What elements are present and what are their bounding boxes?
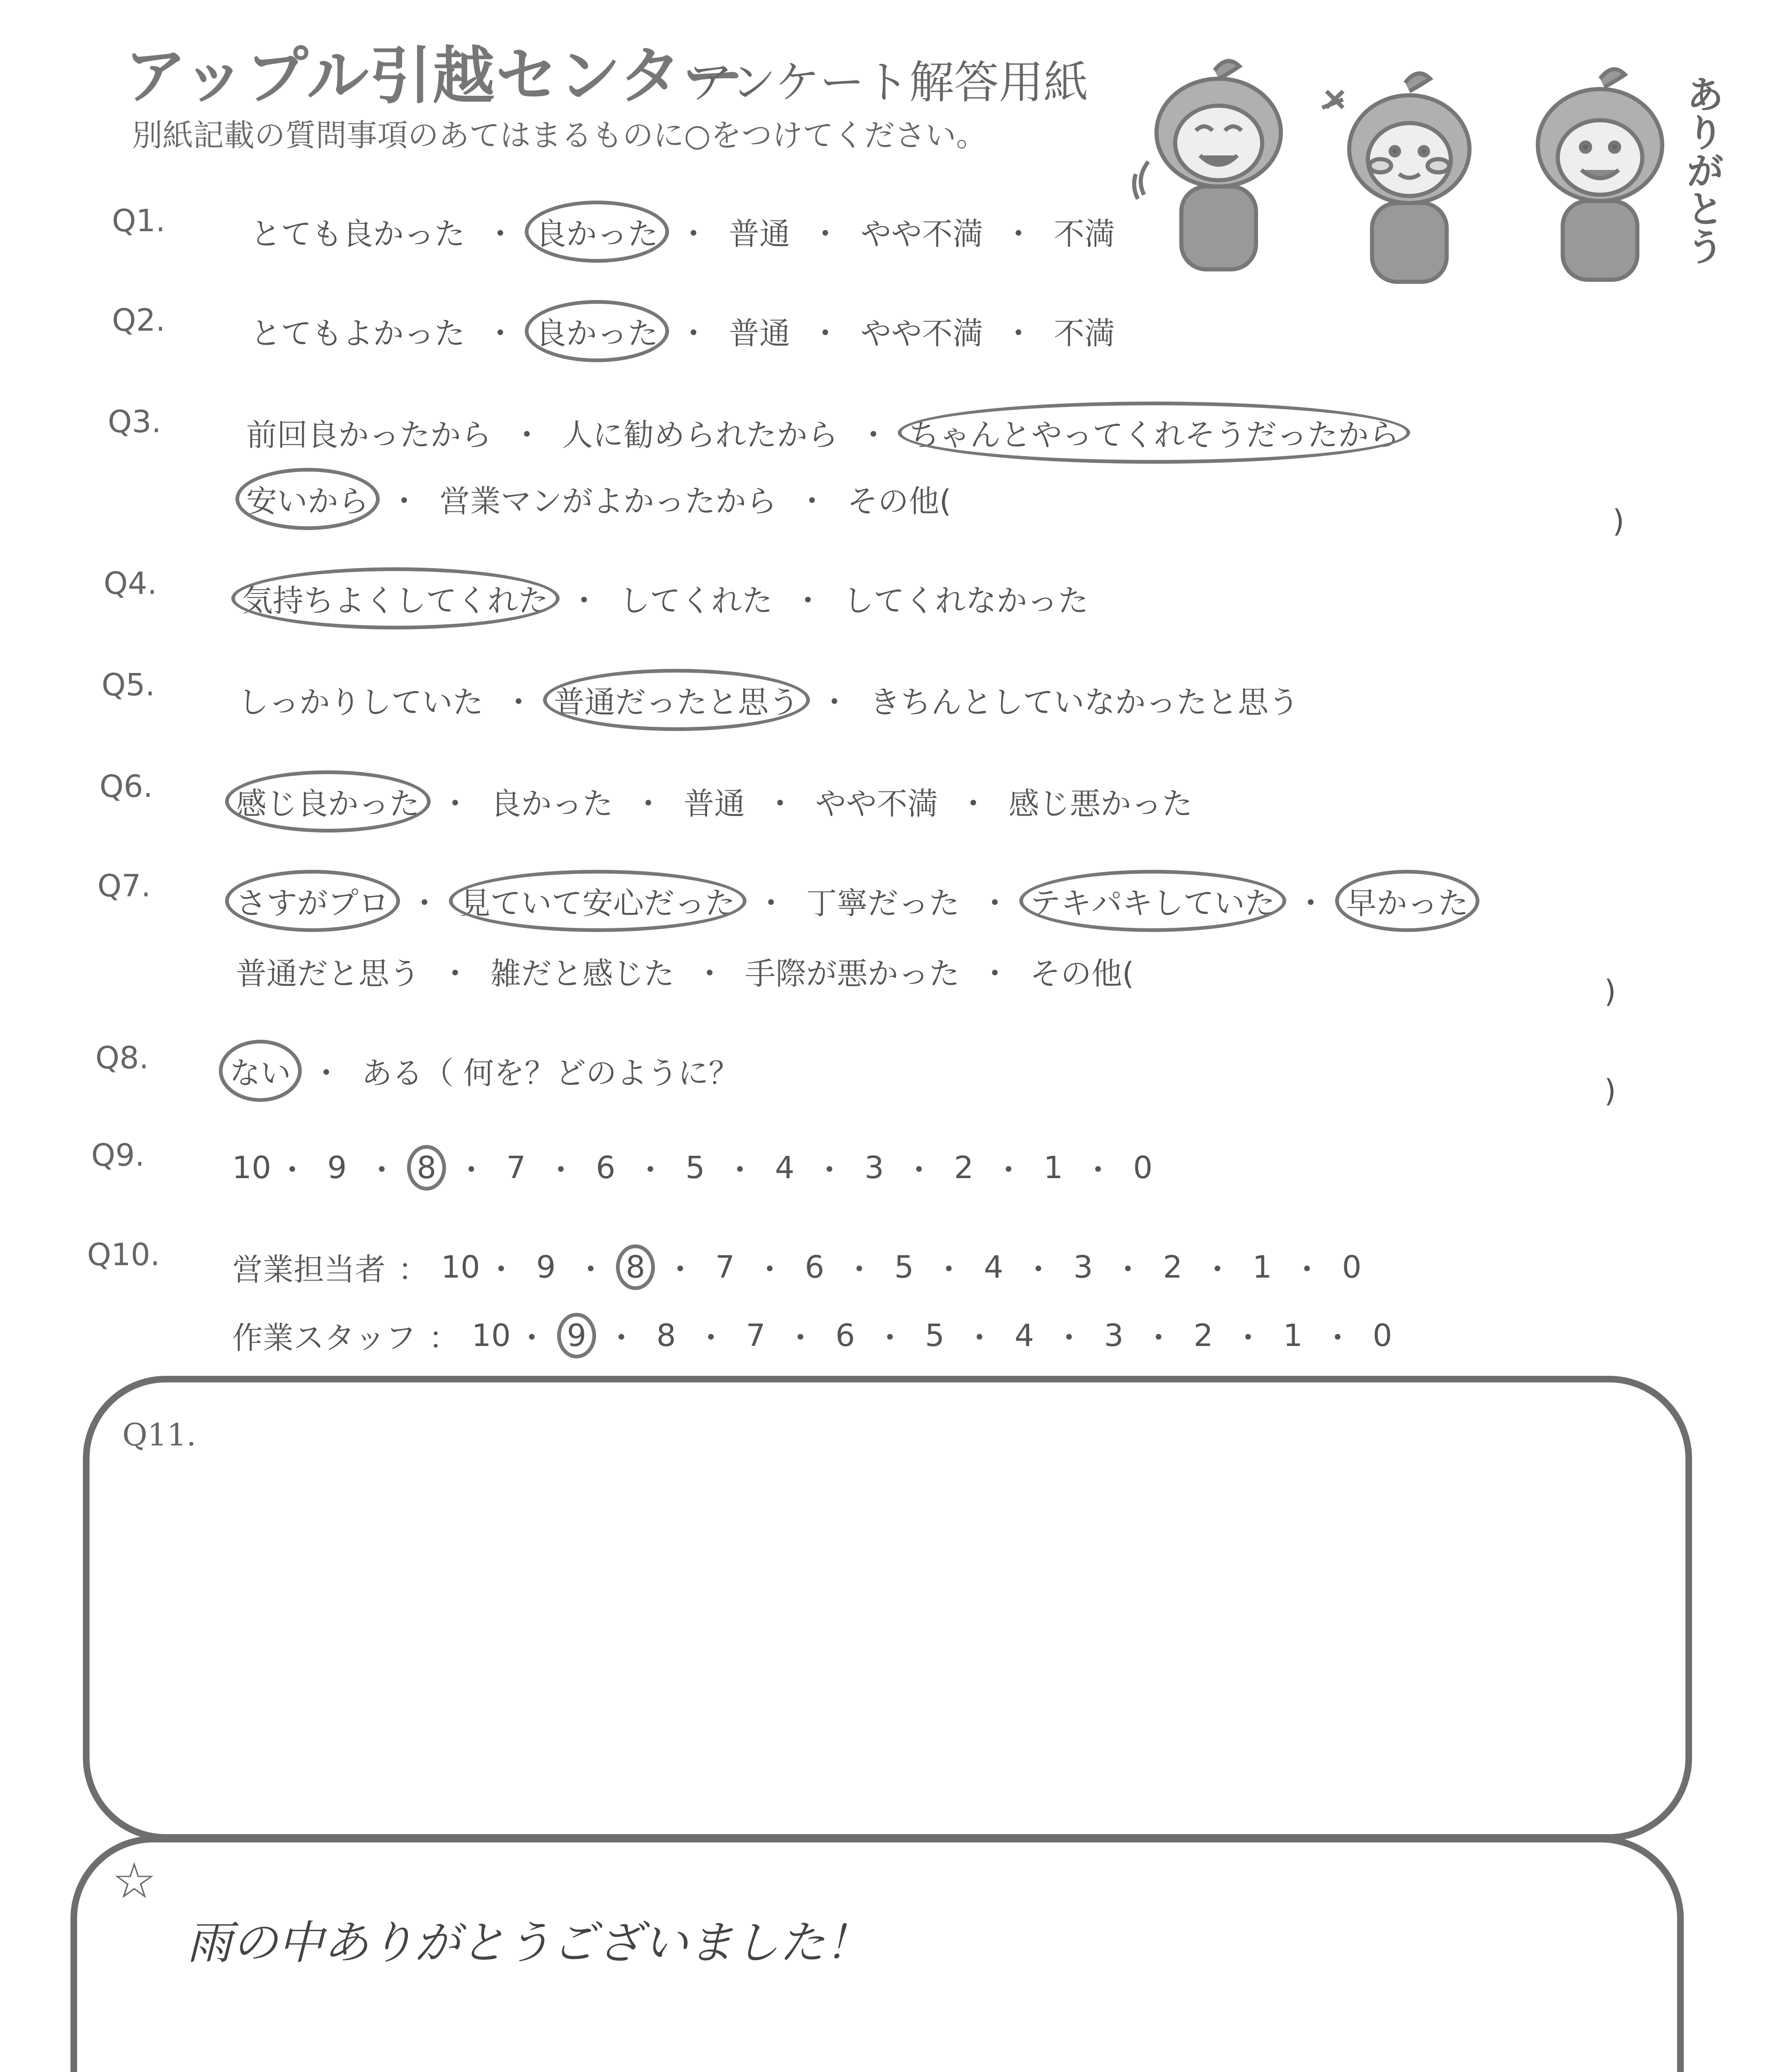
monkey-laughing-icon (1134, 61, 1281, 269)
q10-sales-score-2[interactable]: 2 (1163, 1249, 1183, 1285)
q7-label: Q7. (97, 868, 151, 904)
q11-label: Q11. (122, 1417, 196, 1453)
q10-sales-score-10[interactable]: 10 (441, 1249, 480, 1285)
q7-option-3[interactable]: 丁寧だった (806, 886, 960, 921)
q6-option-5[interactable]: 感じ悪かった (1009, 786, 1193, 822)
monkey-smiling-icon (1538, 69, 1662, 280)
q2-option-3[interactable]: 普通 (729, 316, 790, 351)
q10-sales-colon: ： (398, 1252, 429, 1288)
q3-option-4-selected[interactable]: 安いから (240, 474, 375, 523)
q9-score-0[interactable]: 0 (1133, 1150, 1153, 1186)
q8-option-1-selected[interactable]: ない (224, 1046, 297, 1095)
form-subtitle: アンケート解答用紙 (688, 57, 1089, 109)
q9-score-6[interactable]: 6 (596, 1150, 616, 1186)
q4-options: 気持ちよくしてくれた ・ してくれた ・ してくれなかった (236, 574, 1094, 623)
q9-score-10[interactable]: 10 (232, 1150, 272, 1186)
q5-option-3[interactable]: きちんとしていなかったと思う (870, 685, 1299, 720)
q4-label: Q4. (104, 566, 157, 601)
q4-option-1-selected[interactable]: 気持ちよくしてくれた (236, 574, 555, 623)
q6-option-3[interactable]: 普通 (684, 786, 745, 822)
q7-option-5-selected[interactable]: 早かった (1340, 876, 1474, 925)
q7-close-paren: ) (1604, 974, 1616, 1009)
q1-option-4[interactable]: やや不満 (861, 216, 983, 252)
q3-option-5[interactable]: 営業マンがよかったから (439, 484, 777, 519)
q9-score-1[interactable]: 1 (1043, 1150, 1063, 1186)
q10-staff-score-1[interactable]: 1 (1283, 1318, 1303, 1353)
q6-label: Q6. (99, 769, 153, 804)
q10-label: Q10. (87, 1237, 160, 1273)
q2-option-5[interactable]: 不満 (1054, 316, 1115, 351)
q3-option-1[interactable]: 前回良かったから (246, 417, 492, 453)
q9-score-3[interactable]: 3 (864, 1150, 884, 1186)
q3-option-6[interactable]: その他( (847, 484, 951, 519)
q10-sales-score-0[interactable]: 0 (1342, 1249, 1362, 1285)
q10-staff-score-7[interactable]: 7 (746, 1318, 766, 1353)
q8-options: ない ・ ある（ 何を？どのように？ (224, 1046, 745, 1095)
thanks-text: ありがとう (1680, 75, 1724, 265)
q2-option-4[interactable]: やや不満 (861, 316, 983, 351)
q10-staff-colon: ： (429, 1320, 459, 1356)
q7-options-line2: 普通だと思う ・ 雑だと感じた ・ 手際が悪かった ・ その他( (230, 947, 1140, 996)
q10-staff-score-0[interactable]: 0 (1372, 1318, 1392, 1353)
q10-sales-score-6[interactable]: 6 (805, 1249, 824, 1285)
q10-staff-score-2[interactable]: 2 (1193, 1318, 1213, 1353)
q10-sales-label: 営業担当者 (232, 1252, 385, 1288)
q10-staff-score-5[interactable]: 5 (925, 1318, 945, 1353)
q3-label: Q3. (108, 404, 161, 440)
q7-option-9[interactable]: その他( (1030, 956, 1134, 992)
q9-scale: 10 ・ 9 ・ 8 ・ 7 ・ 6 ・ 5 ・ 4 ・ 3 ・ 2 ・ 1 ・ 0 (232, 1146, 1158, 1190)
q1-option-5[interactable]: 不満 (1054, 216, 1115, 252)
q10-sales-score-7[interactable]: 7 (715, 1249, 735, 1285)
q7-option-7[interactable]: 雑だと感じた (490, 956, 674, 992)
q9-label: Q9. (91, 1138, 145, 1173)
q1-options: とても良かった ・ 良かった ・ 普通 ・ やや不満 ・ 不満 (245, 207, 1121, 256)
q6-option-1-selected[interactable]: 感じ良かった (230, 777, 426, 826)
q9-score-7[interactable]: 7 (506, 1150, 526, 1186)
q10-sales-score-9[interactable]: 9 (536, 1249, 556, 1285)
q10-staff-score-10[interactable]: 10 (472, 1318, 511, 1353)
q7-option-4-selected[interactable]: テキパキしていた (1024, 876, 1281, 925)
q5-options: しっかりしていた ・ 普通だったと思う ・ きちんとしていなかったと思う (232, 675, 1305, 724)
instructions: 別紙記載の質問事項のあてはまるものに○をつけてください。 (132, 118, 987, 153)
q3-options-line1: 前回良かったから ・ 人に勧められたから ・ ちゃんとやってくれそうだったから (240, 408, 1405, 457)
q3-close-paren: ) (1612, 503, 1624, 539)
star-icon: ☆ (112, 1852, 157, 1910)
q6-options: 感じ良かった ・ 良かった ・ 普通 ・ やや不満 ・ 感じ悪かった (230, 777, 1198, 826)
q10-staff-score-3[interactable]: 3 (1104, 1318, 1124, 1353)
q7-option-2-selected[interactable]: 見ていて安心だった (454, 876, 742, 925)
q7-options-line1: さすがプロ ・ 見ていて安心だった ・ 丁寧だった ・ テキパキしていた ・ 早かった (230, 876, 1474, 925)
q8-option-2[interactable]: ある（ 何を？どのように？ (361, 1055, 739, 1091)
q5-option-1[interactable]: しっかりしていた (238, 685, 483, 720)
q9-score-5[interactable]: 5 (685, 1150, 705, 1186)
q10-staff-row: 作業スタッフ ： 10 ・ 9 ・ 8 ・ 7 ・ 6 ・ 5 ・ 4 ・ 3 ・ 2 ・ 1 ・ 0 (232, 1314, 1398, 1358)
q9-score-2[interactable]: 2 (954, 1150, 974, 1186)
q10-sales-score-1[interactable]: 1 (1252, 1249, 1272, 1285)
q7-option-8[interactable]: 手際が悪かった (745, 956, 960, 992)
q10-staff-label: 作業スタッフ (232, 1320, 416, 1356)
q10-staff-score-4[interactable]: 4 (1014, 1318, 1034, 1353)
q10-sales-score-5[interactable]: 5 (894, 1249, 914, 1285)
q5-option-2-selected[interactable]: 普通だったと思う (548, 675, 805, 724)
q7-option-6[interactable]: 普通だと思う (236, 956, 420, 992)
q10-sales-score-8-selected[interactable]: 8 (620, 1249, 651, 1285)
q10-staff-score-9-selected[interactable]: 9 (561, 1318, 592, 1353)
q2-label: Q2. (112, 303, 165, 338)
q8-label: Q8. (95, 1040, 149, 1076)
q9-score-9[interactable]: 9 (327, 1150, 347, 1186)
q4-option-3[interactable]: してくれなかった (843, 583, 1089, 619)
q1-option-1[interactable]: とても良かった (250, 216, 465, 252)
q7-option-1-selected[interactable]: さすがプロ (230, 876, 395, 925)
q10-staff-score-8[interactable]: 8 (656, 1318, 676, 1353)
comment-text: 雨の中ありがとうございました！ (187, 1916, 870, 1969)
q11-answer-box[interactable] (83, 1376, 1692, 1841)
q1-option-3[interactable]: 普通 (729, 216, 790, 252)
q1-option-2-selected[interactable]: 良かった (530, 207, 664, 256)
q10-staff-score-6[interactable]: 6 (835, 1318, 855, 1353)
q2-option-2-selected[interactable]: 良かった (530, 307, 664, 356)
q2-options: とてもよかった ・ 良かった ・ 普通 ・ やや不満 ・ 不満 (245, 307, 1121, 356)
q10-sales-score-3[interactable]: 3 (1073, 1249, 1093, 1285)
q6-option-2[interactable]: 良かった (490, 786, 613, 822)
q10-sales-score-4[interactable]: 4 (984, 1249, 1004, 1285)
q3-option-2[interactable]: 人に勧められたから (562, 417, 838, 453)
q8-close-paren: ) (1604, 1073, 1616, 1109)
q9-score-4[interactable]: 4 (775, 1150, 795, 1186)
monkey-illustrations (1119, 54, 1720, 286)
q4-option-2[interactable]: してくれた (619, 583, 773, 619)
form-title: アップル引越センター (124, 40, 745, 112)
q1-label: Q1. (112, 203, 165, 239)
q3-options-line2: 安いから ・ 営業マンがよかったから ・ その他( (240, 474, 957, 523)
q5-label: Q5. (102, 667, 155, 703)
q3-option-3-selected[interactable]: ちゃんとやってくれそうだったから (903, 408, 1405, 457)
q2-option-1[interactable]: とてもよかった (250, 316, 465, 351)
q6-option-4[interactable]: やや不満 (815, 786, 938, 822)
q10-sales-row: 営業担当者 ： 10 ・ 9 ・ 8 ・ 7 ・ 6 ・ 5 ・ 4 ・ 3 ・ 2 ・ 1 ・ 0 (232, 1245, 1367, 1289)
q9-score-8-selected[interactable]: 8 (411, 1150, 442, 1186)
monkey-shy-icon (1322, 73, 1469, 282)
